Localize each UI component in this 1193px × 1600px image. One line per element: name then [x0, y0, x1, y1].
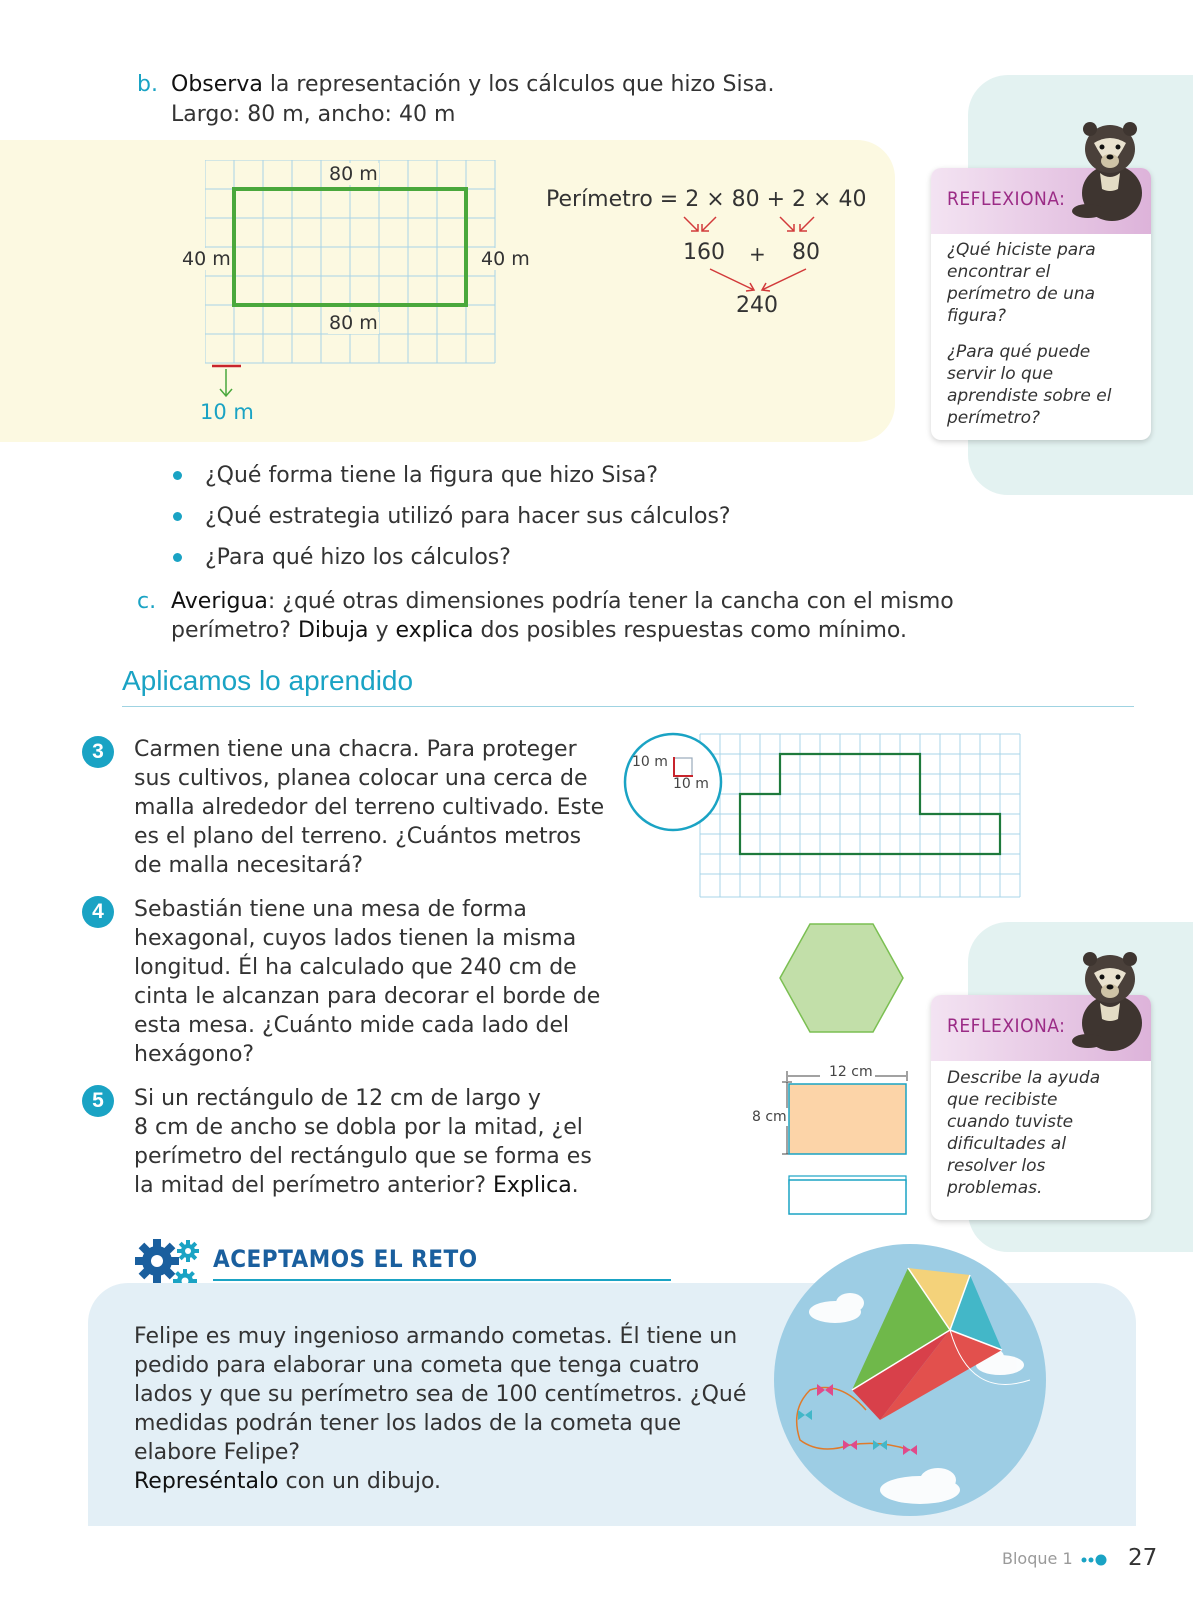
left-width-label: 40 m — [182, 248, 231, 270]
right-width-label: 40 m — [481, 248, 530, 270]
reflexiona-1-question-2: ¿Para qué puede servir lo que aprendiste sobre el perímetro? — [947, 342, 1112, 428]
bear-mascot-icon — [1050, 115, 1160, 225]
perimeter-formula: Perímetro = 2 × 80 + 2 × 40 — [546, 187, 867, 212]
kite-illustration — [770, 1240, 1050, 1520]
scale-label: 10 m — [200, 400, 254, 424]
part-b-letter: b. — [137, 72, 158, 97]
folded-rectangle — [789, 1180, 906, 1214]
bullet-3 — [173, 553, 182, 562]
bear-mascot-icon — [1050, 945, 1160, 1055]
reto-title: ACEPTAMOS EL RETO — [213, 1245, 478, 1273]
problem-4-text: Sebastián tiene una mesa de forma hexagonal, cuyos lados tienen la misma longitud. Él ha calculado que 240 cm de cinta le alcanzan para decorar el borde de esta mesa. ¿Cuánto mide cada lado del hexágono? — [134, 897, 601, 1067]
part-c-line2: perímetro? Dibuja y explica dos posibles respuestas como mínimo. — [171, 618, 907, 643]
sisa-grid-figure — [205, 160, 505, 370]
part-b-line1: Observa la representación y los cálculos que hizo Sisa. — [171, 72, 775, 97]
bullet-1 — [173, 471, 182, 480]
problem-4-number: 4 — [82, 896, 114, 928]
partial-left: 160 — [683, 240, 725, 265]
reflexiona-2-text: Describe la ayuda que recibiste cuando tuviste dificultades al resolver los problemas. — [947, 1068, 1101, 1198]
plan-figure — [620, 720, 1030, 900]
plan-terrain — [740, 754, 1000, 854]
plus-sign: + — [749, 242, 766, 266]
rect-length-label: 12 cm — [829, 1064, 873, 1080]
reflexiona-1-question-1: ¿Qué hiciste para encontrar el perímetro de una figura? — [947, 240, 1096, 326]
problem-5-number: 5 — [82, 1085, 114, 1117]
reflexiona-1-title: REFLEXIONA: — [947, 188, 1066, 210]
calc-result: 240 — [736, 293, 778, 318]
rect-width-label: 8 cm — [752, 1109, 787, 1125]
problem-3-text: Carmen tiene una chacra. Para proteger sus cultivos, planea colocar una cerca de malla alrededor del terreno cultivado. Este es el plano del terreno. ¿Cuántos metros de malla necesitará? — [134, 737, 605, 878]
footer-block: Bloque 1 — [1002, 1549, 1073, 1568]
section-divider — [122, 706, 1134, 707]
page-number: 27 — [1128, 1545, 1158, 1571]
observa-bold: Observa — [171, 72, 263, 97]
problem-5-text: Si un rectángulo de 12 cm de largo y 8 cm de ancho se dobla por la mitad, ¿el perímetro del rectángulo que se forma es la mitad del perímetro anterior? Explica. — [134, 1086, 592, 1198]
part-c-line1: Averigua: ¿qué otras dimensiones podría tener la cancha con el mismo — [171, 589, 954, 614]
bottom-length-label: 80 m — [329, 312, 378, 334]
problem-3-number: 3 — [82, 736, 114, 768]
plan-scale-h: 10 m — [632, 754, 668, 770]
part-b-line2: Largo: 80 m, ancho: 40 m — [171, 102, 456, 127]
section-title: Aplicamos lo aprendido — [122, 665, 414, 696]
reflexiona-2-title: REFLEXIONA: — [947, 1015, 1066, 1037]
part-c-letter: c. — [137, 589, 157, 614]
plan-scale-v: 10 m — [673, 776, 709, 792]
hexagon-figure — [778, 922, 906, 1036]
question-2: ¿Qué estrategia utilizó para hacer sus cálculos? — [205, 504, 731, 529]
question-1: ¿Qué forma tiene la figura que hizo Sisa? — [205, 463, 659, 488]
rectangle-figure — [778, 1062, 913, 1217]
question-3: ¿Para qué hizo los cálculos? — [205, 545, 511, 570]
top-length-label: 80 m — [329, 163, 378, 185]
footer-dots-icon — [1081, 1553, 1111, 1567]
orange-rectangle — [789, 1084, 906, 1154]
reto-text: Felipe es muy ingenioso armando cometas. Él tiene un pedido para elaborar una cometa que tenga cuatro lados y que su perímetro sea de 100 centímetros. ¿Qué medidas podrán tener los lados de la cometa que elabore Felipe? Represéntalo con un dibujo. — [134, 1324, 747, 1494]
scale-indicator — [210, 362, 244, 400]
reto-underline — [213, 1279, 671, 1281]
bullet-2 — [173, 512, 182, 521]
partial-right: 80 — [792, 240, 820, 265]
